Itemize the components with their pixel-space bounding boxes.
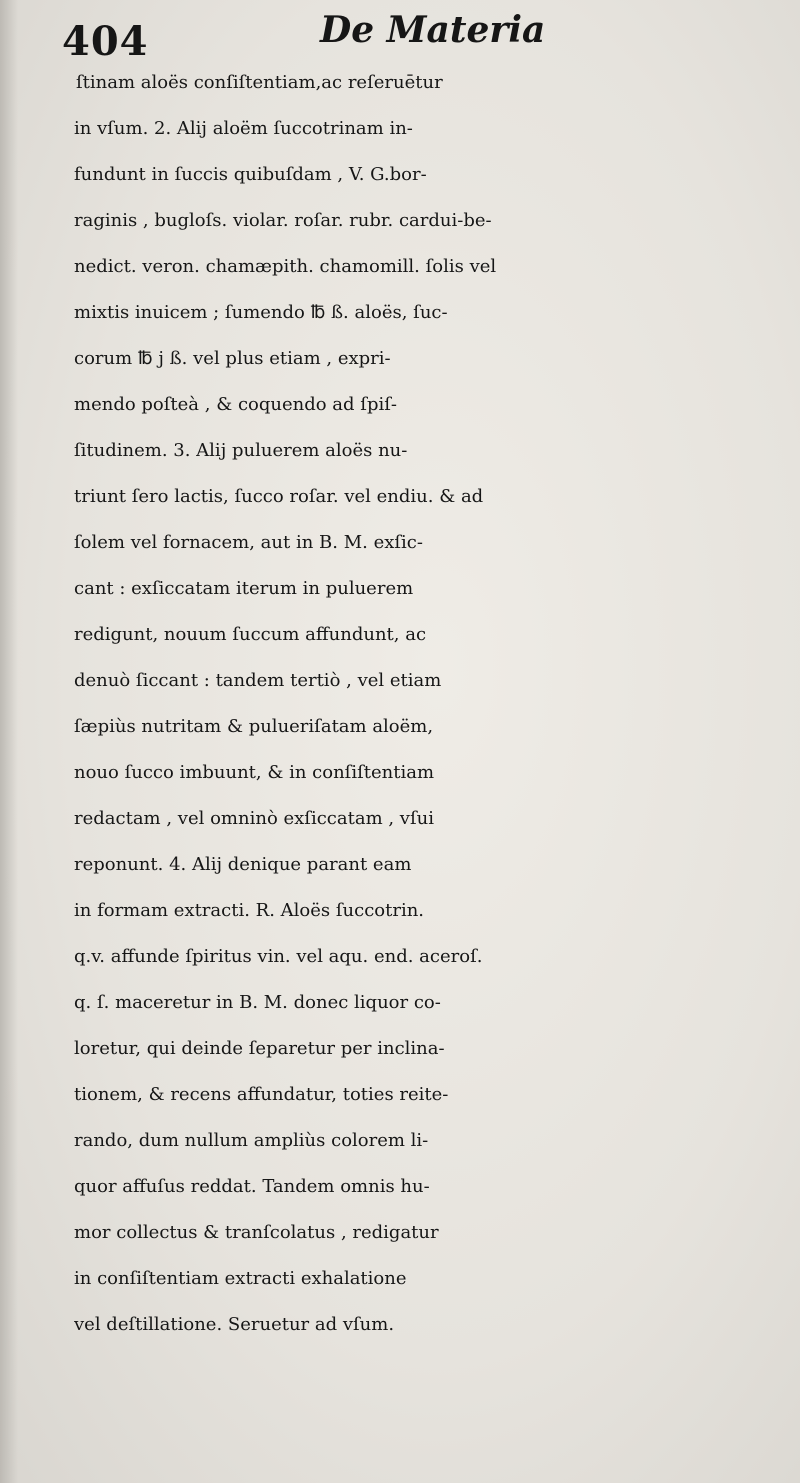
page-number: 404 — [62, 18, 149, 65]
text-line: vel deſtillatione. Seruetur ad vſum. — [74, 1314, 395, 1335]
page-header — [0, 4, 800, 65]
text-line: ſtinam aloës conſiſtentiam,ac reſeruētur — [76, 72, 443, 93]
body-text — [74, 60, 790, 1348]
text-line: loretur, qui deinde ſeparetur per inclina- — [74, 1038, 445, 1059]
text-line: nedict. veron. chamæpith. chamomill. ſolis vel — [74, 256, 497, 277]
text-line: redactam , vel omninò exſiccatam , vſui — [74, 808, 434, 829]
text-line: raginis , bugloſs. violar. roſar. rubr. cardui-be- — [74, 210, 492, 231]
text-line: ſolem vel fornacem, aut in B. M. exſic- — [74, 532, 423, 553]
page-gutter-shadow — [0, 0, 18, 1483]
text-line: in formam extracti. R. Aloës ſuccotrin. — [74, 900, 425, 921]
text-line: nouo ſucco imbuunt, & in conſiſtentiam — [74, 762, 435, 783]
text-line: cant : exſiccatam iterum in puluerem — [74, 578, 414, 599]
text-line: q.v. affunde ſpiritus vin. vel aqu. end. aceroſ. — [74, 946, 483, 967]
text-line: mendo poſteà , & coquendo ad ſpiſ- — [74, 394, 397, 415]
text-line: redigunt, nouum ſuccum affundunt, ac — [74, 624, 427, 645]
text-line: mor collectus & tranſcolatus , redigatur — [74, 1222, 439, 1243]
text-line: rando, dum nullum ampliùs colorem li- — [74, 1130, 429, 1151]
text-line: in vſum. 2. Alij aloëm ſuccotrinam in- — [74, 118, 413, 139]
text-line: in conſiſtentiam extracti exhalatione — [74, 1268, 407, 1289]
text-line: q. ſ. maceretur in B. M. donec liquor co- — [74, 992, 441, 1013]
text-line: denuò ſiccant : tandem tertiò , vel etiam — [74, 670, 442, 691]
text-line: tionem, & recens affundatur, toties reite- — [74, 1084, 449, 1105]
text-line: ſæpiùs nutritam & pulueriſatam aloëm, — [74, 716, 434, 737]
text-line: triunt ſero lactis, ſucco roſar. vel endiu. & ad — [74, 486, 484, 507]
text-line: fundunt in ſuccis quibuſdam , V. G.bor- — [74, 164, 427, 185]
text-line: ſitudinem. 3. Alij puluerem aloës nu- — [74, 440, 408, 461]
text-line: mixtis inuicem ; ſumendo ℔ ß. aloës, ſuc- — [74, 302, 448, 323]
text-line: quor affuſus reddat. Tandem omnis hu- — [74, 1176, 430, 1197]
text-line: reponunt. 4. Alij denique parant eam — [74, 854, 412, 875]
running-head: De Materia — [320, 9, 546, 51]
text-line: corum ℔ j ß. vel plus etiam , expri- — [74, 348, 391, 369]
